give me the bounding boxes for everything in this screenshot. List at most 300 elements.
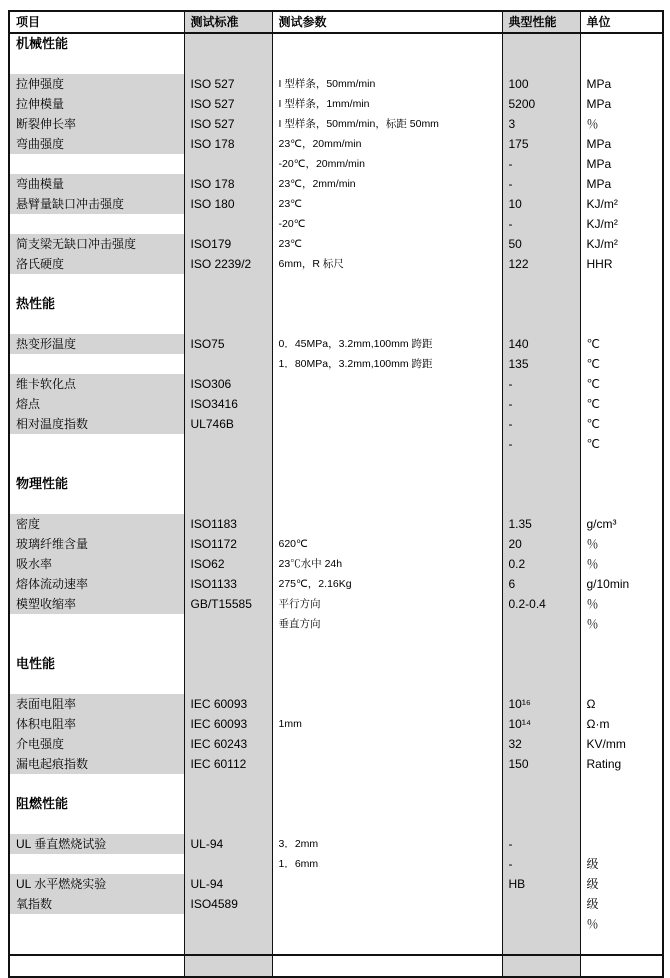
cell-standard-text: IEC 60093 bbox=[190, 697, 248, 711]
cell-performance bbox=[502, 574, 580, 594]
cell-standard bbox=[184, 574, 272, 594]
cell-unit-text: ℃ bbox=[586, 377, 600, 391]
table-footer bbox=[9, 955, 663, 977]
cell-item bbox=[9, 774, 184, 794]
cell-performance bbox=[502, 234, 580, 254]
cell-performance-text: 150 bbox=[508, 757, 529, 771]
cell-performance-text: 10 bbox=[508, 197, 522, 211]
cell-performance bbox=[502, 554, 580, 574]
cell-item bbox=[9, 33, 184, 54]
cell-performance bbox=[502, 894, 580, 914]
cell-unit bbox=[580, 414, 663, 434]
header-performance-label: 典型性能 bbox=[508, 15, 557, 29]
cell-standard-text: ISO 180 bbox=[190, 197, 235, 211]
cell-unit-text: MPa bbox=[586, 157, 612, 171]
cell-performance bbox=[502, 274, 580, 294]
cell-item-text: 表面电阻率 bbox=[10, 694, 184, 714]
cell-performance bbox=[502, 834, 580, 854]
cell-unit bbox=[580, 354, 663, 374]
cell-unit-text bbox=[581, 274, 663, 294]
cell-standard-text bbox=[185, 314, 272, 334]
cell-unit bbox=[580, 334, 663, 354]
cell-parameter bbox=[272, 734, 502, 754]
cell-parameter bbox=[272, 314, 502, 334]
cell-item-text: 简支梁无缺口冲击强度 bbox=[10, 234, 184, 254]
footer-row bbox=[9, 955, 663, 977]
cell-item-text: 热变形温度 bbox=[10, 334, 184, 354]
spacer-row bbox=[9, 814, 663, 834]
cell-unit bbox=[580, 754, 663, 774]
cell-performance bbox=[502, 694, 580, 714]
cell-parameter-text bbox=[273, 54, 502, 74]
cell-item bbox=[9, 554, 184, 574]
cell-item bbox=[9, 434, 184, 454]
cell-standard-text: ISO 527 bbox=[190, 77, 235, 91]
cell-item-text: 悬臂量缺口冲击强度 bbox=[10, 194, 184, 214]
cell-performance bbox=[502, 394, 580, 414]
cell-unit-text bbox=[581, 674, 663, 694]
cell-performance bbox=[502, 214, 580, 234]
table-body bbox=[9, 33, 663, 955]
table-row bbox=[9, 254, 663, 274]
cell-performance-text: 32 bbox=[508, 737, 522, 751]
cell-standard-text bbox=[185, 494, 272, 514]
cell-standard-text bbox=[185, 794, 272, 814]
cell-performance bbox=[502, 374, 580, 394]
table-row bbox=[9, 534, 663, 554]
cell-parameter-text bbox=[273, 814, 502, 834]
cell-parameter bbox=[272, 594, 502, 614]
cell-unit-text: MPa bbox=[586, 137, 612, 151]
cell-unit bbox=[580, 114, 663, 134]
cell-item-text bbox=[10, 934, 184, 954]
table-row bbox=[9, 174, 663, 194]
cell-performance-text: - bbox=[508, 177, 513, 191]
cell-standard-text: ISO 178 bbox=[190, 177, 235, 191]
cell-parameter-text: 23℃，2mm/min bbox=[278, 178, 356, 190]
cell-unit bbox=[580, 894, 663, 914]
cell-standard bbox=[184, 814, 272, 834]
cell-item bbox=[9, 714, 184, 734]
section-row bbox=[9, 33, 663, 54]
cell-unit-text bbox=[581, 54, 663, 74]
cell-performance-text: 140 bbox=[508, 337, 529, 351]
cell-performance-text bbox=[503, 474, 580, 494]
cell-performance-text: - bbox=[508, 397, 513, 411]
cell-performance-text: 0.2 bbox=[508, 557, 526, 571]
cell-performance-text: 20 bbox=[508, 537, 522, 551]
cell-parameter bbox=[272, 274, 502, 294]
cell-item bbox=[9, 474, 184, 494]
cell-performance bbox=[502, 254, 580, 274]
cell-parameter bbox=[272, 154, 502, 174]
table-row bbox=[9, 134, 663, 154]
cell-item-text: 机械性能 bbox=[16, 36, 69, 51]
cell-parameter-text: 23℃水中 24h bbox=[278, 558, 343, 570]
cell-standard-text: ISO62 bbox=[190, 557, 225, 571]
cell-unit-text: KJ/m² bbox=[586, 197, 618, 211]
cell-parameter-text bbox=[273, 474, 502, 494]
cell-item-text: 维卡软化点 bbox=[10, 374, 184, 394]
cell-unit-text: ％ bbox=[586, 917, 599, 931]
cell-standard-text bbox=[185, 934, 272, 954]
cell-performance bbox=[502, 414, 580, 434]
cell-unit-text: KJ/m² bbox=[586, 217, 618, 231]
cell-parameter-text bbox=[273, 674, 502, 694]
cell-performance bbox=[502, 474, 580, 494]
cell-standard bbox=[184, 854, 272, 874]
cell-unit bbox=[580, 794, 663, 814]
cell-standard-text bbox=[185, 34, 272, 54]
cell-item bbox=[9, 294, 184, 314]
table-row bbox=[9, 734, 663, 754]
cell-item bbox=[9, 734, 184, 754]
cell-unit bbox=[580, 254, 663, 274]
cell-unit bbox=[580, 394, 663, 414]
cell-item-text bbox=[10, 274, 184, 294]
cell-unit bbox=[580, 594, 663, 614]
cell-standard bbox=[184, 554, 272, 574]
cell-item bbox=[9, 254, 184, 274]
cell-unit bbox=[580, 134, 663, 154]
footer-cell-unit bbox=[580, 955, 663, 977]
cell-item bbox=[9, 194, 184, 214]
cell-performance-text: 6 bbox=[508, 577, 516, 591]
cell-item bbox=[9, 134, 184, 154]
cell-standard bbox=[184, 414, 272, 434]
cell-performance bbox=[502, 514, 580, 534]
cell-parameter-text: 275℃，2.16Kg bbox=[278, 578, 352, 590]
cell-performance bbox=[502, 674, 580, 694]
spacer-row bbox=[9, 494, 663, 514]
cell-unit-text: MPa bbox=[586, 177, 612, 191]
cell-item-text bbox=[10, 494, 184, 514]
cell-parameter bbox=[272, 354, 502, 374]
cell-standard bbox=[184, 394, 272, 414]
cell-item-text: 洛氏硬度 bbox=[10, 254, 184, 274]
cell-performance bbox=[502, 614, 580, 634]
cell-item-text bbox=[10, 854, 184, 874]
cell-standard-text: ISO 178 bbox=[190, 137, 235, 151]
cell-item-text: 模塑收缩率 bbox=[10, 594, 184, 614]
cell-item-text: UL 水平燃烧实验 bbox=[10, 874, 184, 894]
cell-standard bbox=[184, 934, 272, 955]
cell-standard-text bbox=[185, 294, 272, 314]
cell-unit-text: Ω bbox=[586, 697, 596, 711]
cell-standard-text: ISO1183 bbox=[190, 517, 237, 531]
cell-item bbox=[9, 794, 184, 814]
cell-performance-text bbox=[503, 614, 580, 634]
cell-parameter bbox=[272, 514, 502, 534]
cell-parameter bbox=[272, 634, 502, 654]
cell-standard bbox=[184, 94, 272, 114]
cell-unit-text: ％ bbox=[586, 557, 599, 571]
cell-parameter-text bbox=[273, 494, 502, 514]
cell-parameter-text: -20℃，20mm/min bbox=[278, 158, 365, 170]
table-row bbox=[9, 74, 663, 94]
cell-item bbox=[9, 654, 184, 674]
cell-item bbox=[9, 854, 184, 874]
cell-standard-text bbox=[185, 774, 272, 794]
cell-item-text bbox=[10, 314, 184, 334]
cell-unit bbox=[580, 314, 663, 334]
cell-item bbox=[9, 274, 184, 294]
cell-performance bbox=[502, 934, 580, 955]
cell-parameter-text: 垂直方向 bbox=[278, 618, 321, 630]
cell-item-text: 断裂伸长率 bbox=[10, 114, 184, 134]
cell-performance-text: 3 bbox=[508, 117, 516, 131]
cell-parameter-text: I 型样条，1mm/min bbox=[278, 98, 370, 110]
cell-unit bbox=[580, 714, 663, 734]
cell-item bbox=[9, 894, 184, 914]
cell-item bbox=[9, 334, 184, 354]
cell-unit bbox=[580, 514, 663, 534]
cell-standard-text bbox=[185, 214, 272, 234]
cell-item-text bbox=[10, 634, 184, 654]
cell-standard bbox=[184, 33, 272, 54]
cell-performance-text: - bbox=[508, 217, 513, 231]
cell-parameter bbox=[272, 534, 502, 554]
cell-standard bbox=[184, 374, 272, 394]
cell-unit bbox=[580, 874, 663, 894]
cell-standard bbox=[184, 334, 272, 354]
cell-unit-text: ℃ bbox=[586, 357, 600, 371]
footer-cell-item bbox=[9, 955, 184, 977]
cell-unit bbox=[580, 154, 663, 174]
cell-parameter bbox=[272, 754, 502, 774]
cell-standard bbox=[184, 294, 272, 314]
cell-performance bbox=[502, 774, 580, 794]
table-row bbox=[9, 894, 663, 914]
cell-item bbox=[9, 814, 184, 834]
cell-standard bbox=[184, 634, 272, 654]
cell-parameter-text: 620℃ bbox=[278, 538, 308, 550]
cell-parameter-text: 23℃，20mm/min bbox=[278, 138, 362, 150]
cell-performance-text: - bbox=[508, 437, 513, 451]
cell-parameter bbox=[272, 574, 502, 594]
cell-unit-text: Rating bbox=[586, 757, 622, 771]
cell-item-text: 弯曲模量 bbox=[10, 174, 184, 194]
cell-standard-text bbox=[185, 454, 272, 474]
table-row bbox=[9, 554, 663, 574]
cell-unit bbox=[580, 674, 663, 694]
table-row bbox=[9, 234, 663, 254]
cell-unit-text bbox=[581, 634, 663, 654]
cell-standard-text bbox=[185, 814, 272, 834]
cell-performance-text bbox=[503, 654, 580, 674]
cell-standard-text bbox=[185, 54, 272, 74]
cell-standard-text: ISO306 bbox=[190, 377, 232, 391]
cell-standard-text bbox=[185, 914, 272, 934]
cell-item-text bbox=[10, 614, 184, 634]
table-row bbox=[9, 94, 663, 114]
cell-unit-text bbox=[581, 494, 663, 514]
cell-parameter bbox=[272, 434, 502, 454]
cell-standard-text: ISO 527 bbox=[190, 97, 235, 111]
cell-item bbox=[9, 174, 184, 194]
cell-item-text bbox=[10, 814, 184, 834]
cell-standard bbox=[184, 514, 272, 534]
cell-parameter bbox=[272, 114, 502, 134]
spacer-row bbox=[9, 674, 663, 694]
cell-standard bbox=[184, 754, 272, 774]
cell-item bbox=[9, 514, 184, 534]
cell-item-text: 熔体流动速率 bbox=[10, 574, 184, 594]
cell-performance-text: - bbox=[508, 417, 513, 431]
cell-performance bbox=[502, 634, 580, 654]
cell-unit bbox=[580, 194, 663, 214]
cell-standard-text: UL746B bbox=[190, 417, 234, 431]
cell-standard-text: IEC 60243 bbox=[190, 737, 248, 751]
table-row bbox=[9, 874, 663, 894]
table-row bbox=[9, 334, 663, 354]
cell-item-text: 熔点 bbox=[10, 394, 184, 414]
cell-unit-text: ℃ bbox=[586, 397, 600, 411]
cell-parameter bbox=[272, 454, 502, 474]
cell-item-text bbox=[10, 914, 184, 934]
cell-performance bbox=[502, 314, 580, 334]
cell-performance bbox=[502, 594, 580, 614]
cell-parameter-text bbox=[273, 314, 502, 334]
cell-performance bbox=[502, 354, 580, 374]
cell-performance-text: 0.2-0.4 bbox=[508, 597, 546, 611]
cell-parameter-text bbox=[273, 394, 502, 414]
cell-standard bbox=[184, 914, 272, 934]
cell-unit bbox=[580, 214, 663, 234]
header-item-label: 项目 bbox=[16, 15, 41, 29]
cell-parameter-text: -20℃ bbox=[278, 218, 306, 230]
cell-performance bbox=[502, 754, 580, 774]
cell-performance-text bbox=[503, 774, 580, 794]
cell-standard-text: ISO179 bbox=[190, 237, 232, 251]
cell-unit-text bbox=[581, 814, 663, 834]
cell-unit bbox=[580, 814, 663, 834]
table-row bbox=[9, 114, 663, 134]
cell-standard bbox=[184, 734, 272, 754]
table-row bbox=[9, 414, 663, 434]
cell-standard bbox=[184, 354, 272, 374]
cell-performance-text bbox=[503, 814, 580, 834]
cell-standard bbox=[184, 694, 272, 714]
cell-parameter bbox=[272, 674, 502, 694]
cell-item-text: 电性能 bbox=[16, 656, 56, 671]
cell-parameter bbox=[272, 414, 502, 434]
cell-item-text: 体积电阻率 bbox=[10, 714, 184, 734]
cell-performance bbox=[502, 814, 580, 834]
cell-item-text: 漏电起痕指数 bbox=[10, 754, 184, 774]
cell-performance bbox=[502, 794, 580, 814]
cell-item-text: 玻璃纤维含量 bbox=[10, 534, 184, 554]
cell-performance-text bbox=[503, 294, 580, 314]
cell-standard bbox=[184, 474, 272, 494]
cell-parameter-text bbox=[273, 894, 502, 914]
cell-parameter bbox=[272, 194, 502, 214]
cell-performance bbox=[502, 134, 580, 154]
cell-unit-text bbox=[581, 794, 663, 814]
cell-parameter-text bbox=[273, 294, 502, 314]
footer-cell-performance bbox=[502, 955, 580, 977]
cell-item bbox=[9, 574, 184, 594]
cell-standard bbox=[184, 874, 272, 894]
cell-item bbox=[9, 914, 184, 934]
cell-performance-text bbox=[503, 914, 580, 934]
cell-unit bbox=[580, 174, 663, 194]
cell-parameter bbox=[272, 254, 502, 274]
cell-performance bbox=[502, 294, 580, 314]
cell-standard-text bbox=[185, 474, 272, 494]
cell-item bbox=[9, 634, 184, 654]
cell-standard bbox=[184, 454, 272, 474]
cell-standard-text: ISO1172 bbox=[190, 537, 237, 551]
cell-standard bbox=[184, 234, 272, 254]
cell-standard bbox=[184, 174, 272, 194]
cell-standard-text: UL-94 bbox=[190, 837, 224, 851]
cell-standard bbox=[184, 774, 272, 794]
cell-item-text: UL 垂直燃烧试验 bbox=[10, 834, 184, 854]
cell-performance-text: 50 bbox=[508, 237, 522, 251]
cell-standard bbox=[184, 834, 272, 854]
footer-cell-parameter bbox=[272, 955, 502, 977]
table-row bbox=[9, 214, 663, 234]
table-row bbox=[9, 614, 663, 634]
cell-parameter bbox=[272, 934, 502, 955]
cell-standard bbox=[184, 114, 272, 134]
cell-unit bbox=[580, 54, 663, 74]
section-row bbox=[9, 474, 663, 494]
cell-standard bbox=[184, 54, 272, 74]
header-item bbox=[9, 11, 184, 33]
cell-parameter-text bbox=[273, 754, 502, 774]
cell-unit-text: ℃ bbox=[586, 437, 600, 451]
cell-unit-text bbox=[581, 314, 663, 334]
table-row bbox=[9, 834, 663, 854]
cell-standard bbox=[184, 894, 272, 914]
cell-item bbox=[9, 74, 184, 94]
cell-item bbox=[9, 154, 184, 174]
cell-item bbox=[9, 834, 184, 854]
table-row bbox=[9, 194, 663, 214]
table-row bbox=[9, 714, 663, 734]
cell-standard bbox=[184, 254, 272, 274]
cell-unit bbox=[580, 574, 663, 594]
cell-standard bbox=[184, 494, 272, 514]
cell-performance bbox=[502, 494, 580, 514]
cell-item-text: 密度 bbox=[10, 514, 184, 534]
cell-parameter bbox=[272, 294, 502, 314]
cell-parameter-text bbox=[273, 634, 502, 654]
cell-item bbox=[9, 234, 184, 254]
header-parameter bbox=[272, 11, 502, 33]
cell-unit-text: MPa bbox=[586, 77, 612, 91]
cell-performance bbox=[502, 654, 580, 674]
cell-performance bbox=[502, 94, 580, 114]
cell-parameter bbox=[272, 914, 502, 934]
cell-unit-text: ％ bbox=[586, 617, 599, 631]
cell-parameter-text: 1mm bbox=[278, 718, 302, 730]
cell-standard-text bbox=[185, 274, 272, 294]
cell-standard bbox=[184, 314, 272, 334]
cell-parameter bbox=[272, 394, 502, 414]
cell-unit bbox=[580, 33, 663, 54]
cell-unit bbox=[580, 834, 663, 854]
cell-standard-text bbox=[185, 354, 272, 374]
cell-item bbox=[9, 454, 184, 474]
cell-performance-text bbox=[503, 794, 580, 814]
cell-parameter bbox=[272, 54, 502, 74]
cell-performance-text: 100 bbox=[508, 77, 529, 91]
cell-item bbox=[9, 594, 184, 614]
material-spec-table bbox=[8, 10, 664, 978]
